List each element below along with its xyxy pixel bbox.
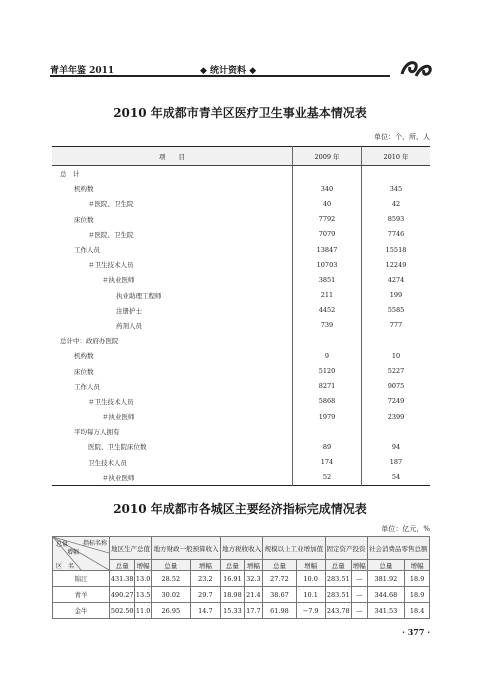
cell-growth: 18.4	[405, 603, 430, 619]
table-row	[52, 439, 430, 454]
cell-v2009: 174	[293, 455, 362, 470]
table-row	[52, 166, 430, 182]
cell-total: 381.92	[367, 571, 405, 587]
subheader-total: 总量	[325, 560, 351, 571]
group-industry: 规模以上工业增加值	[263, 537, 325, 560]
cell-growth: 11.0	[135, 603, 152, 619]
district-economy-table	[52, 536, 430, 619]
cell-total: 283.51	[325, 571, 351, 587]
health-stats-table	[52, 146, 430, 486]
corner-header	[53, 537, 110, 571]
table-row	[53, 603, 430, 619]
table1-body	[52, 166, 430, 486]
cell-v2010: 5227	[362, 363, 431, 378]
cell-growth: —	[351, 587, 367, 603]
table1-title: 2010 年成都市青羊区医疗卫生事业基本情况表	[113, 106, 367, 120]
subheader-growth: 增幅	[352, 561, 366, 570]
district-name: 金牛	[53, 603, 110, 619]
table2-unit: 单位：亿元，%	[381, 525, 430, 533]
cell-v2009: 1979	[293, 409, 362, 424]
cell-growth: 10.1	[296, 587, 325, 603]
table2-body	[53, 571, 430, 619]
cell-growth: 17.7	[244, 603, 263, 619]
table-row	[53, 571, 430, 587]
col-header-2010: 2010 年	[362, 147, 431, 166]
cell-v2009: 8271	[293, 379, 362, 394]
cell-growth: 23.2	[190, 571, 221, 587]
cell-v2009: 211	[293, 288, 362, 303]
row-label: ＃医院、卫生院	[88, 200, 134, 209]
page-number: · 377 ·	[402, 627, 430, 637]
row-label: 平均每万人拥有	[74, 428, 120, 437]
cell-v2009: 13847	[293, 242, 362, 257]
cell-total: 344.68	[367, 587, 405, 603]
cell-growth: 10.0	[296, 571, 325, 587]
row-label: 床位数	[74, 367, 94, 376]
table-row	[52, 196, 430, 211]
cell-v2009: 40	[293, 196, 362, 211]
row-label: ＃执业医师	[102, 473, 135, 482]
cell-v2010: 94	[362, 439, 431, 454]
cell-v2010: 42	[362, 196, 431, 211]
row-label: ＃执业医师	[102, 413, 135, 422]
cell-growth: 29.7	[190, 587, 221, 603]
group-fixed-investment: 固定资产投资	[325, 537, 367, 560]
corner-label-district: 区 名	[56, 563, 75, 570]
corner-label-total: 总量	[56, 541, 69, 548]
table1-header-row	[52, 147, 430, 166]
table-row	[53, 587, 430, 603]
cell-growth: 32.3	[244, 571, 263, 587]
subheader-growth: 增幅	[244, 560, 263, 571]
table-row	[52, 424, 430, 439]
table-row	[52, 470, 430, 486]
cell-v2009: 7792	[293, 212, 362, 227]
subheader-total: 总量	[367, 560, 405, 571]
cell-v2010: 54	[362, 470, 431, 486]
table-row	[52, 212, 430, 227]
subheader-growth: 增幅	[405, 560, 430, 571]
cell-total: 15.33	[221, 603, 244, 619]
row-label: ＃医院、卫生院	[88, 230, 134, 239]
cell-growth: 21.4	[244, 587, 263, 603]
group-fiscal-revenue: 地方财政一般预算收入	[151, 537, 220, 560]
diagonal-header	[53, 537, 109, 570]
cell-growth: 18.9	[405, 571, 430, 587]
cell-v2009	[293, 166, 362, 182]
cell-v2009: 3851	[293, 272, 362, 287]
corner-label-indicator: 指标名称	[83, 540, 108, 547]
row-label: 医院、卫生院床位数	[88, 443, 147, 452]
cell-total: 243.78	[325, 603, 351, 619]
cell-v2009	[293, 424, 362, 439]
cell-total: 61.98	[263, 603, 297, 619]
row-label: ＃卫生技术人员	[88, 261, 134, 270]
cell-v2010: 7746	[362, 227, 431, 242]
row-label: 总 计	[60, 170, 80, 179]
table-row	[52, 348, 430, 363]
row-label: 执业助理工程师	[116, 291, 162, 300]
table-row	[52, 227, 430, 242]
subheader-growth: 增幅	[190, 560, 221, 571]
row-label: ＃执业医师	[102, 276, 135, 285]
cell-growth: −7.9	[296, 603, 325, 619]
subheader-growth: 增幅	[136, 561, 150, 570]
cell-v2010: 10	[362, 348, 431, 363]
row-label: 机构数	[74, 352, 94, 361]
cell-total: 341.53	[367, 603, 405, 619]
cell-growth: —	[351, 603, 367, 619]
section-title: ◆ 统计资料 ◆	[200, 66, 257, 76]
cell-v2010: 199	[362, 288, 431, 303]
cell-v2009: 9	[293, 348, 362, 363]
cell-total: 28.52	[151, 571, 190, 587]
cell-v2009: 10703	[293, 257, 362, 272]
corner-label-growth: 增幅	[67, 549, 80, 556]
table-row	[52, 272, 430, 287]
subheader-total: 总量	[110, 560, 135, 571]
cell-v2010: 5585	[362, 303, 431, 318]
table-row	[52, 181, 430, 196]
table-row	[52, 455, 430, 470]
subheader-total: 总量	[221, 560, 244, 571]
cell-growth: 13.0	[135, 571, 152, 587]
col-header-2009: 2009 年	[293, 147, 362, 166]
cell-v2010	[362, 333, 431, 348]
table-row	[52, 394, 430, 409]
cell-v2009	[293, 333, 362, 348]
cell-total: 27.72	[263, 571, 297, 587]
table-row	[52, 409, 430, 424]
cell-v2010: 187	[362, 455, 431, 470]
cell-v2009: 739	[293, 318, 362, 333]
cell-growth: —	[351, 571, 367, 587]
group-gdp: 地区生产总值	[110, 537, 152, 560]
cell-v2010: 7249	[362, 394, 431, 409]
cell-growth: 14.7	[190, 603, 221, 619]
district-name: 锦江	[53, 571, 110, 587]
header-rule	[50, 75, 390, 77]
row-label: 机构数	[74, 185, 94, 194]
group-tax-revenue: 地方税收收入	[221, 537, 263, 560]
row-label: 卫生技术人员	[88, 458, 127, 467]
table-row	[52, 242, 430, 257]
table2-header-row	[53, 537, 430, 560]
cell-v2009: 89	[293, 439, 362, 454]
cell-v2010: 4274	[362, 272, 431, 287]
cell-total: 38.67	[263, 587, 297, 603]
cell-v2010: 777	[362, 318, 431, 333]
group-retail-sales: 社会消费品零售总额	[367, 537, 430, 560]
table-row	[52, 257, 430, 272]
cell-v2009: 340	[293, 181, 362, 196]
cell-growth: 13.5	[135, 587, 152, 603]
subheader-total: 总量	[151, 560, 190, 571]
row-label: 注册护士	[116, 306, 142, 315]
table-row	[52, 333, 430, 348]
cell-v2010	[362, 166, 431, 182]
cell-v2009: 4452	[293, 303, 362, 318]
subheader-growth: 增幅	[296, 560, 325, 571]
cell-total: 16.91	[221, 571, 244, 587]
col-header-item: 项 目	[52, 147, 293, 166]
table2-title: 2010 年成都市各城区主要经济指标完成情况表	[113, 502, 367, 516]
row-label: 药剂人员	[116, 321, 142, 330]
table-row	[52, 288, 430, 303]
table2-subheader-row	[53, 560, 430, 571]
row-label: ＃卫生技术人员	[88, 397, 134, 406]
book-title: 青羊年鉴 2011	[50, 66, 115, 76]
row-label: 工作人员	[74, 382, 100, 391]
table-row	[52, 379, 430, 394]
cell-v2009: 5120	[293, 363, 362, 378]
cell-v2010: 15518	[362, 242, 431, 257]
row-label: 总计中：政府办医院	[60, 337, 119, 346]
cell-total: 18.98	[221, 587, 244, 603]
cell-v2010: 8593	[362, 212, 431, 227]
table-row	[52, 303, 430, 318]
cell-v2010: 345	[362, 181, 431, 196]
cell-growth: 18.9	[405, 587, 430, 603]
subheader-total: 总量	[263, 560, 297, 571]
cell-v2010: 2399	[362, 409, 431, 424]
cell-total: 502.50	[110, 603, 135, 619]
cell-total: 431.38	[110, 571, 135, 587]
cell-total: 490.27	[110, 587, 135, 603]
table-row	[52, 363, 430, 378]
table1-unit: 单位：个、所、人	[374, 133, 430, 141]
cell-v2009: 5868	[293, 394, 362, 409]
decorative-swirl-logo	[398, 56, 434, 80]
cell-v2010: 12249	[362, 257, 431, 272]
cell-total: 30.02	[151, 587, 190, 603]
cell-v2010	[362, 424, 431, 439]
cell-v2009: 7079	[293, 227, 362, 242]
cell-v2009: 52	[293, 470, 362, 486]
table-row	[52, 318, 430, 333]
cell-v2010: 9075	[362, 379, 431, 394]
cell-total: 283.51	[325, 587, 351, 603]
row-label: 工作人员	[74, 246, 100, 255]
cell-total: 26.95	[151, 603, 190, 619]
district-name: 青羊	[53, 587, 110, 603]
row-label: 床位数	[74, 215, 94, 224]
